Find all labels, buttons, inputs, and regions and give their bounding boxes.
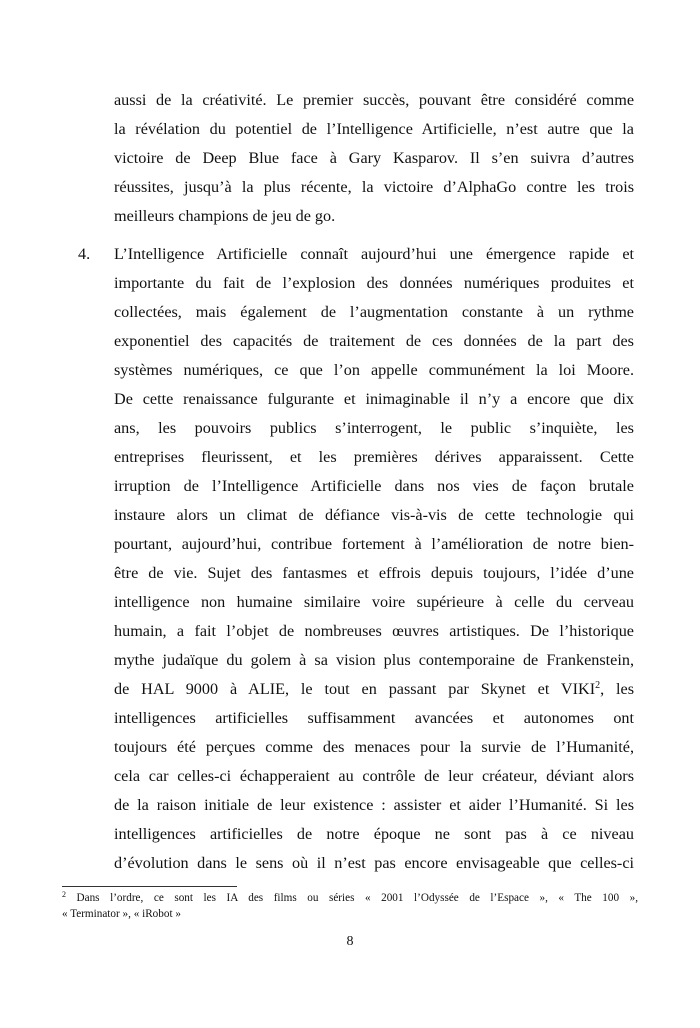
text-line: humain, a fait l’objet de nombreuses œuvres artistiques. De l’historique xyxy=(114,622,634,640)
text-line: toujours été perçues comme des menaces pour la survie de l’Humanité, xyxy=(114,738,634,756)
text-line: meilleurs champions de jeu de go. xyxy=(114,207,336,225)
text-line: entreprises fleurissent, et les premières dérives apparaissent. Cette xyxy=(114,448,634,466)
footnote xyxy=(62,890,638,922)
text-line: réussites, jusqu’à la plus récente, la victoire d’AlphaGo contre les trois xyxy=(114,178,634,196)
page-number: 8 xyxy=(346,934,354,949)
paragraph-number: 4. xyxy=(78,245,91,263)
footnote-separator xyxy=(62,886,237,887)
footnote-line: « Terminator », « iRobot » xyxy=(62,908,181,920)
text-fragment: de HAL 9000 à ALIE, le tout en passant par Skynet et VIKI xyxy=(114,680,596,698)
footnote-text: Dans l’ordre, ce sont les IA des films ou séries « 2001 l’Odyssée de l’Espace », « The 100 », xyxy=(76,892,638,904)
footnote-line xyxy=(62,890,638,906)
text-line: intelligences artificielles suffisamment avancées et autonomes ont xyxy=(114,709,634,727)
text-line: L’Intelligence Artificielle connaît aujourd’hui une émergence rapide et xyxy=(114,245,634,263)
text-line: intelligence non humaine similaire voire supérieure à celle du cerveau xyxy=(114,593,634,611)
footnote-reference[interactable]: 2 xyxy=(595,680,601,691)
text-line: être de vie. Sujet des fantasmes et effrois depuis toujours, l’idée d’une xyxy=(114,564,634,582)
text-line: victoire de Deep Blue face à Gary Kasparov. Il s’en suivra d’autres xyxy=(114,149,634,167)
paragraph-4 xyxy=(114,240,634,878)
text-line: ans, les pouvoirs publics s’interrogent, le public s’inquiète, les xyxy=(114,419,634,437)
text-line: intelligences artificielles de notre époque ne sont pas à ce niveau xyxy=(114,825,634,843)
text-line: irruption de l’Intelligence Artificielle dans nos vies de façon brutale xyxy=(114,477,634,495)
text-line: collectées, mais également de l’augmentation constante à un rythme xyxy=(114,303,634,321)
text-line: De cette renaissance fulgurante et inimaginable il n’y a encore que dix xyxy=(114,390,634,408)
text-line: de la raison initiale de leur existence : assister et aider l’Humanité. Si les xyxy=(114,796,634,814)
text-line-with-footnote-ref xyxy=(114,675,634,704)
text-line: d’évolution dans le sens où il n’est pas encore envisageable que celles-ci xyxy=(114,854,634,872)
text-line: cela car celles-ci échapperaient au contrôle de leur créateur, déviant alors xyxy=(114,767,634,785)
text-line: pourtant, aujourd’hui, contribue fortement à l’amélioration de notre bien- xyxy=(114,535,634,553)
text-line: importante du fait de l’explosion des données numériques produites et xyxy=(114,274,634,292)
text-line: exponentiel des capacités de traitement de ces données de la part des xyxy=(114,332,634,350)
text-line: mythe judaïque du golem à sa vision plus contemporaine de Frankenstein, xyxy=(114,651,634,669)
text-line: la révélation du potentiel de l’Intelligence Artificielle, n’est autre que la xyxy=(114,120,634,138)
footnote-marker: 2 xyxy=(62,890,66,899)
text-line: aussi de la créativité. Le premier succès, pouvant être considéré comme xyxy=(114,91,634,109)
paragraph-continuation xyxy=(114,86,634,231)
text-fragment: , les xyxy=(600,680,634,698)
text-line: instaure alors un climat de défiance vis-à-vis de cette technologie qui xyxy=(114,506,634,524)
text-line: systèmes numériques, ce que l’on appelle communément la loi Moore. xyxy=(114,361,634,379)
